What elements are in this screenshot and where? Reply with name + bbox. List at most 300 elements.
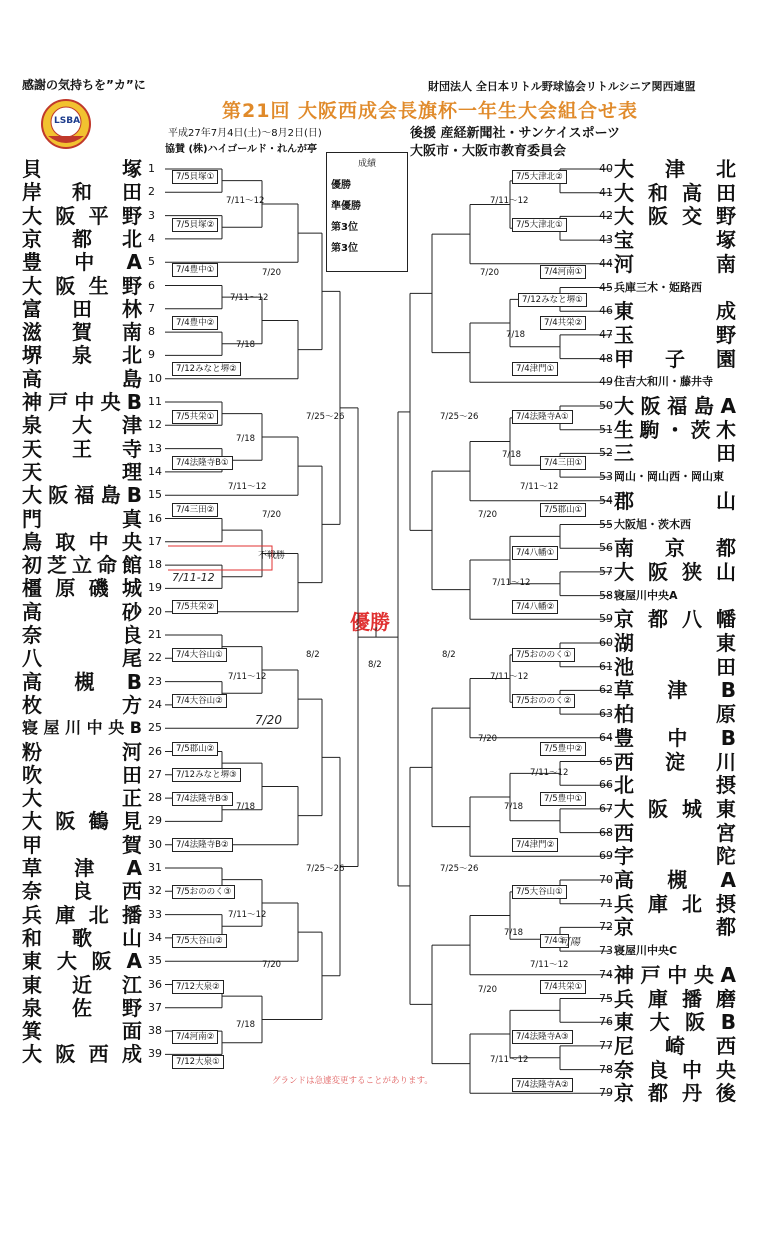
match-label: 7/18: [504, 928, 524, 938]
team-left-15: [22, 484, 142, 506]
team-right-52: [614, 442, 736, 464]
match-label: 7/11～12: [490, 672, 529, 682]
team-name: 奈 良: [22, 623, 142, 647]
team-name: 兵 庫 播 磨: [614, 986, 736, 1011]
team-right-58: [614, 585, 736, 607]
match-label: 7/20: [478, 985, 498, 995]
team-left-35: [22, 950, 142, 972]
team-name: 京 都 八 幡: [614, 607, 736, 632]
seed-number-14: 14: [148, 464, 162, 478]
team-left-17: [22, 531, 142, 553]
team-name: 草 津 B: [614, 678, 736, 703]
team-right-60: [614, 632, 736, 654]
ground-change-note: グランドは急遽変更することがあります。: [272, 1076, 433, 1086]
seed-number-75: 75: [599, 991, 613, 1005]
team-name: 三 田: [614, 441, 736, 466]
seed-number-59: 59: [599, 612, 613, 626]
seed-number-3: 3: [148, 208, 155, 222]
match-label: 7/11～12: [490, 1055, 529, 1065]
seed-number-40: 40: [599, 162, 613, 175]
seed-number-1: 1: [148, 162, 155, 175]
team-name: 大 正: [22, 786, 142, 811]
team-name: 寝 屋 川 中 央 B: [22, 718, 142, 738]
match-label: 7/4八幡②: [512, 600, 558, 614]
team-right-65: [614, 751, 736, 773]
seed-number-33: 33: [148, 907, 162, 921]
seed-number-9: 9: [148, 348, 155, 362]
team-name: 湖 東: [614, 631, 736, 655]
team-name: 甲 子 園: [614, 346, 736, 371]
seed-number-60: 60: [599, 636, 613, 649]
match-label: 7/25～26: [440, 864, 479, 874]
seed-number-21: 21: [148, 628, 162, 641]
seed-number-16: 16: [148, 511, 162, 525]
seed-number-38: 38: [148, 1024, 162, 1038]
team-name: 甲 賀: [22, 832, 142, 857]
seed-number-28: 28: [148, 791, 162, 805]
team-name: 兵 庫 北 播: [22, 902, 142, 927]
team-name: 富 田 林: [22, 296, 142, 321]
team-name: 玉 野: [614, 322, 736, 347]
team-right-40: [614, 158, 736, 180]
seed-number-77: 77: [599, 1038, 613, 1052]
team-name: 大 阪 鶴 見: [22, 809, 142, 834]
match-label: 7/5郡山①: [540, 503, 586, 517]
seed-number-22: 22: [148, 651, 162, 665]
team-name: 高 島: [22, 366, 142, 391]
match-label: 7/5郡山②: [172, 742, 218, 756]
team-right-50: [614, 395, 736, 417]
team-name: 草 津 A: [22, 856, 142, 880]
seed-number-66: 66: [599, 778, 613, 792]
support-line-2: 大阪市・大阪市教育委員会: [410, 144, 567, 159]
team-name: 和 歌 山: [22, 925, 142, 950]
match-label: 7/4法隆寺A②: [512, 1078, 573, 1092]
seed-number-42: 42: [599, 209, 613, 223]
team-right-44: [614, 253, 736, 275]
team-right-79: [614, 1082, 736, 1104]
logo-text: LSBA: [54, 116, 81, 126]
match-label: 7/11～12: [230, 293, 269, 303]
team-name: 奈 良 中 央: [614, 1057, 736, 1082]
seed-number-55: 55: [599, 517, 613, 531]
team-right-43: [614, 229, 736, 251]
match-label: 8/2: [306, 650, 320, 660]
team-name: 東 成: [614, 299, 736, 324]
seed-number-24: 24: [148, 697, 162, 711]
seed-number-76: 76: [599, 1015, 613, 1029]
match-label: 7/12みなと堺③: [172, 768, 241, 782]
team-right-70: [614, 869, 736, 891]
team-name: 初 芝 立 命 館: [22, 553, 142, 578]
seed-number-78: 78: [599, 1062, 613, 1076]
result-third-1: 第3位: [331, 222, 358, 233]
seed-number-45: 45: [599, 280, 613, 294]
match-label: 7/4津門②: [512, 838, 558, 852]
team-left-3: [22, 205, 142, 227]
match-label: 7/4三田②: [172, 503, 218, 517]
match-label: 7/5大谷山②: [172, 934, 227, 948]
team-right-55: [614, 514, 736, 536]
team-left-16: [22, 508, 142, 530]
match-label: 7/11～12: [520, 482, 559, 492]
team-left-5: [22, 251, 142, 273]
team-name: 池 田: [614, 654, 736, 679]
team-right-45: [614, 277, 736, 299]
match-label: 7/5共栄②: [172, 600, 218, 614]
team-right-75: [614, 988, 736, 1010]
seed-number-25: 25: [148, 721, 162, 735]
seed-number-39: 39: [148, 1047, 162, 1061]
team-left-23: [22, 671, 142, 693]
seed-number-30: 30: [148, 837, 162, 851]
seed-number-35: 35: [148, 954, 162, 968]
seed-number-72: 72: [599, 920, 613, 934]
team-left-4: [22, 228, 142, 250]
team-left-24: [22, 694, 142, 716]
seed-number-29: 29: [148, 814, 162, 828]
match-label: 7/4共栄②: [540, 316, 586, 330]
team-name: 東 大 阪 A: [22, 949, 142, 974]
team-name: 奈 良 西: [22, 879, 142, 904]
match-label: 7/5大津北①: [512, 218, 567, 232]
team-name: 兵庫三木・姫路西: [614, 280, 702, 294]
match-label: 7/4大谷山①: [172, 648, 227, 662]
match-label: 7/4八幡①: [512, 546, 558, 560]
organization-name: 財団法人 全日本リトル野球協会リトルシニア関西連盟: [428, 80, 696, 93]
team-name: 京 都 丹 後: [614, 1081, 736, 1106]
team-right-72: [614, 916, 736, 938]
seed-number-6: 6: [148, 278, 155, 292]
seed-number-8: 8: [148, 325, 155, 339]
team-left-29: [22, 810, 142, 832]
match-label: 8/2: [442, 650, 456, 660]
results-title: 成績: [357, 159, 376, 169]
team-left-39: [22, 1043, 142, 1065]
team-name: 柏 原: [614, 702, 736, 727]
team-name: 京 都: [614, 915, 736, 940]
seed-number-65: 65: [599, 754, 613, 768]
team-left-13: [22, 438, 142, 460]
team-right-47: [614, 324, 736, 346]
team-name: 豊 中 B: [614, 725, 736, 750]
handwritten-note-1: 7/11-12: [172, 571, 215, 584]
team-right-62: [614, 679, 736, 701]
team-left-33: [22, 904, 142, 926]
match-label: 7/4大谷山②: [172, 694, 227, 708]
match-label: 7/5共栄①: [172, 410, 218, 424]
handwritten-note-3: 可陽: [560, 937, 580, 948]
match-label: 7/18: [236, 340, 256, 350]
match-label: 7/11～12: [490, 196, 529, 206]
match-label: 7/4③: [540, 934, 569, 948]
seed-number-52: 52: [599, 446, 613, 460]
team-name: 大 阪 西 成: [22, 1042, 142, 1067]
team-left-8: [22, 321, 142, 343]
team-name: 郡 山: [614, 488, 736, 513]
team-right-78: [614, 1059, 736, 1081]
team-left-27: [22, 764, 142, 786]
result-runner-up: 準優勝: [331, 201, 361, 212]
seed-number-12: 12: [148, 418, 162, 432]
match-label: 7/4法隆寺B②: [172, 838, 233, 852]
team-right-61: [614, 656, 736, 678]
match-label: 7/20: [262, 510, 282, 520]
team-name: 高 砂: [22, 599, 142, 624]
team-left-38: [22, 1020, 142, 1042]
team-name: 東 近 江: [22, 972, 142, 997]
team-name: 枚 方: [22, 692, 142, 717]
match-label: 7/11～12: [228, 910, 267, 920]
team-name: 八 尾: [22, 646, 142, 671]
team-name: 大 阪 狭 山: [614, 559, 736, 584]
match-label: 7/4法隆寺A①: [512, 410, 573, 424]
team-left-25: [22, 717, 142, 739]
team-name: 生 駒 ・ 茨 木: [614, 417, 736, 442]
match-label: 7/18: [504, 802, 524, 812]
team-name: 神 戸 中 央 A: [614, 962, 736, 987]
team-name: 高 槻 A: [614, 868, 736, 892]
match-label: 7/12みなと堺①: [518, 293, 587, 307]
match-label: 7/5豊中②: [540, 742, 586, 756]
team-name: 橿 原 磯 城: [22, 576, 142, 601]
team-name: 大 津 北: [614, 157, 736, 181]
team-left-36: [22, 974, 142, 996]
match-label: 7/5大津北②: [512, 170, 567, 184]
seed-number-74: 74: [599, 967, 613, 981]
team-name: 岡山・岡山西・岡山東: [614, 470, 724, 484]
team-name: 豊 中 A: [22, 250, 142, 275]
match-label: 7/4三田①: [540, 456, 586, 470]
team-left-21: [22, 624, 142, 646]
team-name: 貝 塚: [22, 157, 142, 181]
champion-label: 優勝: [350, 610, 390, 634]
team-name: 西 淀 川: [614, 749, 736, 774]
team-right-48: [614, 348, 736, 370]
handwritten-note-2: 7/20: [255, 713, 282, 727]
match-label: 7/11～12: [228, 482, 267, 492]
team-left-37: [22, 997, 142, 1019]
seed-number-36: 36: [148, 977, 162, 991]
seed-number-79: 79: [599, 1086, 613, 1100]
seed-number-73: 73: [599, 944, 613, 958]
sponsor-line: 協賛 (株)ハイゴールド・れんが亭: [165, 144, 318, 155]
seed-number-51: 51: [599, 422, 613, 436]
seed-number-37: 37: [148, 1000, 162, 1014]
seed-number-27: 27: [148, 767, 162, 781]
team-left-19: [22, 577, 142, 599]
seed-number-64: 64: [599, 730, 613, 744]
team-left-7: [22, 298, 142, 320]
seed-number-53: 53: [599, 470, 613, 484]
seed-number-4: 4: [148, 231, 155, 245]
match-label: 7/12大泉②: [172, 980, 224, 994]
team-name: 大 阪 生 野: [22, 273, 142, 298]
team-left-12: [22, 414, 142, 436]
team-name: 堺 泉 北: [22, 343, 142, 368]
team-left-2: [22, 181, 142, 203]
match-label: 7/4津門①: [512, 362, 558, 376]
team-left-1: [22, 158, 142, 180]
team-name: 寝屋川中央C: [614, 944, 678, 958]
team-left-31: [22, 857, 142, 879]
team-right-41: [614, 182, 736, 204]
match-label: 7/4河南①: [540, 265, 586, 279]
team-name: 泉 佐 野: [22, 995, 142, 1020]
team-name: 神 戸 中 央 B: [22, 390, 142, 414]
match-label: 7/5おののく③: [172, 885, 235, 899]
team-right-76: [614, 1011, 736, 1033]
match-label: 7/4河南②: [172, 1030, 218, 1044]
result-third-2: 第3位: [331, 243, 358, 254]
support-line-1: 後援 産経新聞社・サンケイスポーツ: [410, 126, 621, 141]
team-name: 泉 大 津: [22, 413, 142, 438]
seed-number-44: 44: [599, 256, 613, 270]
match-label: 7/18: [236, 1020, 256, 1030]
seed-number-69: 69: [599, 849, 613, 863]
team-name: 京 都 北: [22, 226, 142, 251]
match-label: 7/11～12: [228, 672, 267, 682]
team-right-71: [614, 893, 736, 915]
team-name: 大阪旭・茨木西: [614, 517, 691, 531]
team-name: 北 摂: [614, 773, 736, 798]
team-name: 岸 和 田: [22, 180, 142, 205]
team-name: 西 宮: [614, 820, 736, 845]
seed-number-2: 2: [148, 185, 155, 199]
seed-number-61: 61: [599, 659, 613, 673]
team-left-32: [22, 880, 142, 902]
seed-number-17: 17: [148, 534, 162, 548]
match-label: 7/20: [478, 510, 498, 520]
team-right-46: [614, 300, 736, 322]
match-label: 7/25～26: [440, 412, 479, 422]
match-label: 7/20: [262, 268, 282, 278]
team-right-73: [614, 940, 736, 962]
seed-number-71: 71: [599, 896, 613, 910]
team-left-30: [22, 834, 142, 856]
team-left-28: [22, 787, 142, 809]
match-label: 7/12みなと堺②: [172, 362, 241, 376]
match-label: 7/4法隆寺B①: [172, 456, 233, 470]
match-label: 7/20: [262, 960, 282, 970]
match-label: 7/11～12: [530, 960, 569, 970]
seed-number-7: 7: [148, 301, 155, 315]
team-name: 尼 崎 西: [614, 1033, 736, 1058]
seed-number-19: 19: [148, 581, 162, 595]
match-label: 7/11～12: [492, 578, 531, 588]
match-label: 7/11～12: [530, 768, 569, 778]
match-label: 8/2: [368, 660, 382, 670]
team-right-42: [614, 205, 736, 227]
walkover-label: 不戦勝: [258, 551, 286, 561]
team-right-77: [614, 1035, 736, 1057]
seed-number-34: 34: [148, 930, 162, 944]
seed-number-56: 56: [599, 541, 613, 555]
team-name: 高 槻 B: [22, 669, 142, 694]
tournament-period: 平成27年7月4日(土)～8月2日(日): [168, 128, 322, 139]
team-right-67: [614, 798, 736, 820]
team-left-6: [22, 275, 142, 297]
team-name: 鳥 取 中 央: [22, 529, 142, 554]
seed-number-58: 58: [599, 588, 613, 602]
slogan: 感謝の気持ちを”カ”に: [22, 78, 146, 92]
seed-number-62: 62: [599, 683, 613, 697]
seed-number-57: 57: [599, 564, 613, 578]
seed-number-10: 10: [148, 371, 162, 385]
seed-number-47: 47: [599, 327, 613, 341]
match-label: 7/4法隆寺A③: [512, 1030, 573, 1044]
team-right-64: [614, 727, 736, 749]
seed-number-50: 50: [599, 399, 613, 412]
team-right-51: [614, 419, 736, 441]
seed-number-26: 26: [148, 744, 162, 758]
match-label: 7/4共栄①: [540, 980, 586, 994]
team-name: 河 南: [614, 251, 736, 276]
team-name: 寝屋川中央A: [614, 588, 678, 602]
match-label: 7/4豊中②: [172, 316, 218, 330]
team-right-66: [614, 774, 736, 796]
team-left-20: [22, 601, 142, 623]
match-label: 7/5豊中①: [540, 792, 586, 806]
team-left-22: [22, 647, 142, 669]
team-left-9: [22, 344, 142, 366]
seed-number-15: 15: [148, 488, 162, 502]
team-name: 住吉大和川・藤井寺: [614, 375, 713, 389]
team-name: 宝 塚: [614, 228, 736, 253]
tournament-title: 第21回 大阪西成会長旗杯一年生大会組合せ表: [222, 100, 639, 122]
seed-number-48: 48: [599, 351, 613, 365]
team-left-11: [22, 391, 142, 413]
team-name: 東 大 阪 B: [614, 1010, 736, 1035]
seed-number-67: 67: [599, 801, 613, 815]
match-label: 7/18: [236, 434, 256, 444]
team-right-53: [614, 466, 736, 488]
team-right-56: [614, 537, 736, 559]
team-right-69: [614, 845, 736, 867]
team-name: 滋 賀 南: [22, 320, 142, 345]
team-left-26: [22, 741, 142, 763]
team-name: 天 王 寺: [22, 436, 142, 461]
seed-number-70: 70: [599, 873, 613, 886]
team-name: 兵 庫 北 摂: [614, 891, 736, 916]
seed-number-20: 20: [148, 604, 162, 618]
seed-number-43: 43: [599, 233, 613, 247]
seed-number-5: 5: [148, 255, 155, 269]
match-label: 7/12大泉①: [172, 1055, 224, 1069]
seed-number-41: 41: [599, 185, 613, 199]
team-right-63: [614, 703, 736, 725]
team-right-57: [614, 561, 736, 583]
seed-number-11: 11: [148, 395, 162, 408]
seed-number-46: 46: [599, 304, 613, 318]
match-label: 7/18: [506, 330, 526, 340]
seed-number-31: 31: [148, 861, 162, 874]
team-name: 天 理: [22, 459, 142, 484]
team-right-74: [614, 964, 736, 986]
team-name: 南 京 都: [614, 536, 736, 561]
seed-number-63: 63: [599, 707, 613, 721]
match-label: 7/20: [480, 268, 500, 278]
team-right-54: [614, 490, 736, 512]
match-label: 7/18: [502, 450, 522, 460]
team-name: 宇 陀: [614, 844, 736, 869]
team-name: 門 真: [22, 506, 142, 531]
match-label: 7/4豊中①: [172, 263, 218, 277]
team-left-14: [22, 461, 142, 483]
team-left-18: [22, 554, 142, 576]
match-label: 7/20: [478, 734, 498, 744]
team-name: 粉 河: [22, 739, 142, 764]
